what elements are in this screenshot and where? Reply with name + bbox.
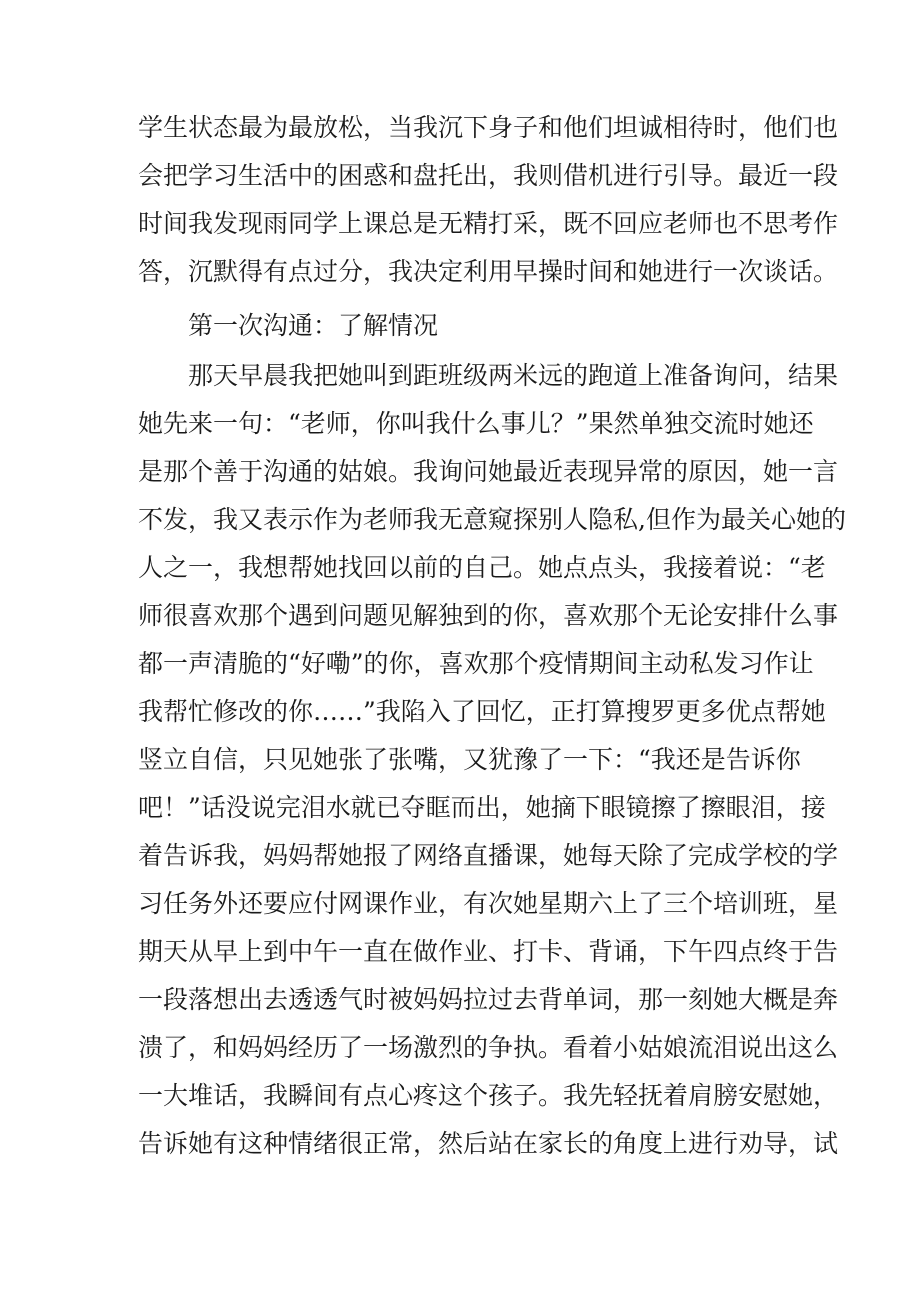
text-line: 一大堆话，我瞬间有点心疼这个孩子。我先轻抚着肩膀安慰她， [138, 1081, 839, 1110]
text-line: 都一声清脆的“好嘞”的你，喜欢那个疫情期间主动私发习作让 [138, 649, 814, 678]
text-line: 会把学习生活中的困惑和盘托出，我则借机进行引导。最近一段 [138, 161, 839, 190]
text-line: 答，沉默得有点过分，我决定利用早操时间和她进行一次谈话。 [138, 257, 839, 286]
text-line: 她先来一句：“老师，你叫我什么事儿？”果然单独交流时她还 [138, 409, 814, 438]
text-line: 竖立自信，只见她张了张嘴，又犹豫了一下：“我还是告诉你 [138, 745, 801, 774]
text-line: 吧！”话没说完泪水就已夺眶而出，她摘下眼镜擦了擦眼泪，接 [138, 793, 826, 822]
text-line: 告诉她有这种情绪很正常，然后站在家长的角度上进行劝导，试 [138, 1129, 839, 1158]
text-line: 是那个善于沟通的姑娘。我询问她最近表现异常的原因，她一言 [138, 457, 839, 486]
text-line: 学生状态最为最放松，当我沉下身子和他们坦诚相待时，他们也 [138, 113, 839, 142]
text-line: 溃了，和妈妈经历了一场激烈的争执。看着小姑娘流泪说出这么 [138, 1033, 839, 1062]
text-line: 着告诉我，妈妈帮她报了网络直播课，她每天除了完成学校的学 [138, 841, 839, 870]
text-line: 我帮忙修改的你……”我陷入了回忆，正打算搜罗更多优点帮她 [138, 697, 826, 726]
text-line: 人之一，我想帮她找回以前的自己。她点点头，我接着说：“老 [138, 553, 826, 582]
text-line: 一段落想出去透透气时被妈妈拉过去背单词，那一刻她大概是奔 [138, 985, 839, 1014]
text-line: 师很喜欢那个遇到问题见解独到的你，喜欢那个无论安排什么事 [138, 601, 839, 630]
text-line: 时间我发现雨同学上课总是无精打采，既不回应老师也不思考作 [138, 209, 839, 238]
text-line: 不发，我又表示作为老师我无意窥探别人隐私,但作为最关心她的 [138, 505, 846, 534]
section-heading: 第一次沟通：了解情况 [188, 311, 439, 340]
paragraph-first-line: 那天早晨我把她叫到距班级两米远的跑道上准备询问，结果 [188, 361, 839, 390]
text-line: 期天从早上到中午一直在做作业、打卡、背诵，下午四点终于告 [138, 937, 839, 966]
text-line: 习任务外还要应付网课作业，有次她星期六上了三个培训班，星 [138, 889, 839, 918]
